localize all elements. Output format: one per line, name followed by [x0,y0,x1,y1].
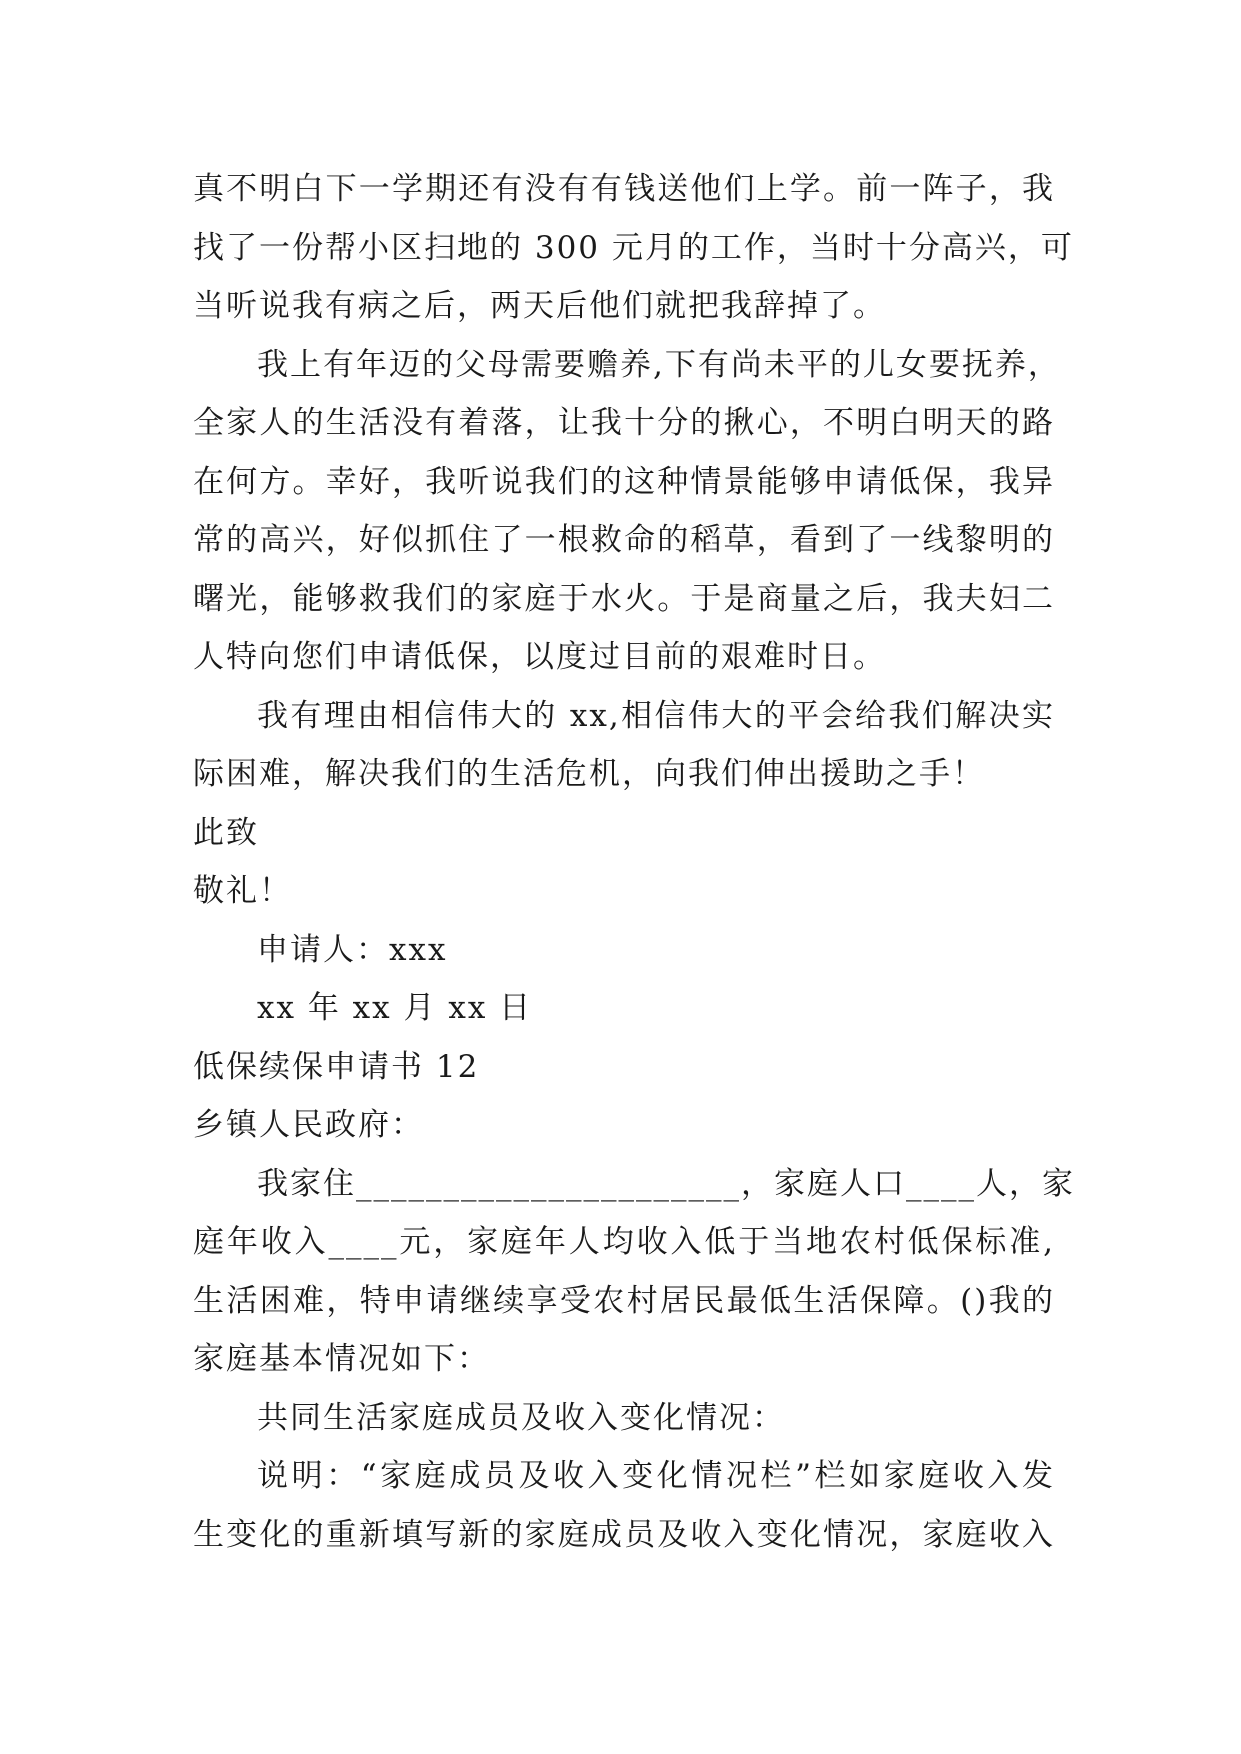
text-line: 家庭基本情况如下： [193,1341,490,1377]
text-line: 说明：“家庭成员及收入变化情况栏”栏如家庭收入发 [257,1458,1055,1494]
text-line: 我家住______________________，家庭人口____人，家 [257,1165,1075,1202]
section-title: 低保续保申请书 12 [193,1048,480,1085]
text-line: 生活困难，特申请继续享受农村居民最低生活保障。()我的 [193,1282,1055,1319]
text-line: 共同生活家庭成员及收入变化情况： [257,1399,785,1436]
text-line: 常的高兴，好似抓住了一根救命的稻草，看到了一线黎明的 [193,522,1055,558]
text-line: 际困难，解决我们的生活危机，向我们伸出援助之手！ [193,756,985,792]
text-line: 全家人的生活没有着落，让我十分的揪心，不明白明天的路 [193,405,1055,441]
salutation-line: 敬礼！ [193,873,292,909]
text-line: 我上有年迈的父母需要赡养,下有尚未平的儿女要抚养， [257,346,1061,383]
text-line: 人特向您们申请低保，以度过目前的艰难时日。 [193,639,886,675]
document-body [193,160,1075,1564]
text-line: 曙光，能够救我们的家庭于水火。于是商量之后，我夫妇二 [193,580,1055,617]
text-line: 在何方。幸好，我听说我们的这种情景能够申请低保，我异 [193,463,1055,500]
text-line: 生变化的重新填写新的家庭成员及收入变化情况，家庭收入 [193,1516,1055,1553]
text-line: 真不明白下一学期还有没有有钱送他们上学。前一阵子，我 [193,171,1055,207]
date-line: xx 年 xx 月 xx 日 [257,990,533,1026]
applicant-line: 申请人：xxx [257,931,448,968]
text-line: 庭年收入____元，家庭年人均收入低于当地农村低保标准, [193,1224,1055,1260]
text-line: 我有理由相信伟大的 xx,相信伟大的平会给我们解决实 [257,697,1055,734]
salutation-line: 此致 [193,814,259,851]
addressee-line: 乡镇人民政府： [193,1107,424,1143]
text-line: 找了一份帮小区扫地的 300 元月的工作，当时十分高兴，可 [193,229,1074,266]
text-line: 当听说我有病之后，两天后他们就把我辞掉了。 [193,288,886,324]
